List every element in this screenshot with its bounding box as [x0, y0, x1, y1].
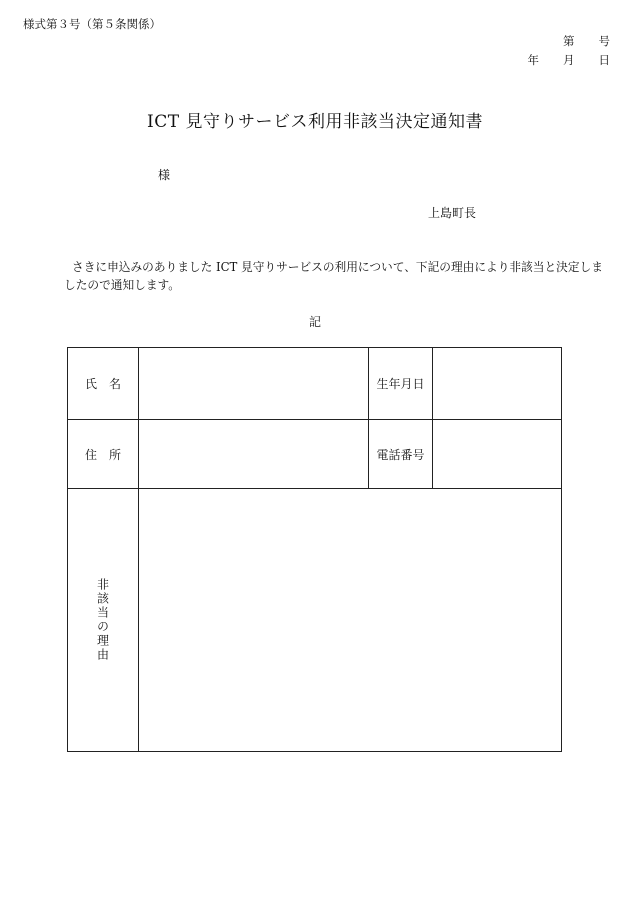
issuer: 上島町長: [428, 206, 477, 220]
table-row-reason: [68, 489, 562, 752]
ki-heading: 記: [308, 315, 321, 329]
name-label-cell: [68, 348, 139, 420]
name-field[interactable]: [139, 348, 369, 420]
phone-field[interactable]: [433, 420, 562, 489]
birthdate-label: 生年月日: [376, 377, 425, 391]
document-date: [528, 52, 611, 68]
page-title: ICT 見守りサービス利用非該当決定通知書: [147, 112, 483, 132]
date-year: 年: [527, 53, 539, 67]
phone-label-cell: [369, 420, 433, 489]
document-number-suffix: 号: [598, 34, 610, 48]
table-row-name: [68, 348, 562, 420]
document-number: [563, 33, 610, 49]
reason-label-cell: [68, 489, 139, 752]
address-label-cell: [68, 420, 139, 489]
phone-label: 電話番号: [376, 447, 425, 462]
reason-label: 非該当の理由: [95, 578, 110, 662]
form-number: 様式第３号（第５条関係）: [23, 17, 161, 31]
birthdate-field[interactable]: [433, 348, 562, 420]
addressee-suffix: 様: [158, 168, 171, 182]
date-day: 日: [598, 53, 610, 67]
form-table: [67, 347, 562, 752]
date-month: 月: [563, 53, 575, 67]
address-field[interactable]: [139, 420, 369, 489]
document-number-prefix: 第: [563, 34, 575, 48]
reason-field[interactable]: [139, 489, 562, 752]
address-label: 住 所: [84, 447, 121, 462]
birthdate-label-cell: [369, 348, 433, 420]
body-paragraph: さきに申込みのありました ICT 見守りサービスの利用について、下記の理由により非該当と決定しましたので通知します。: [64, 260, 603, 292]
name-label: 氏 名: [84, 377, 121, 391]
table-row-address: [68, 420, 562, 489]
